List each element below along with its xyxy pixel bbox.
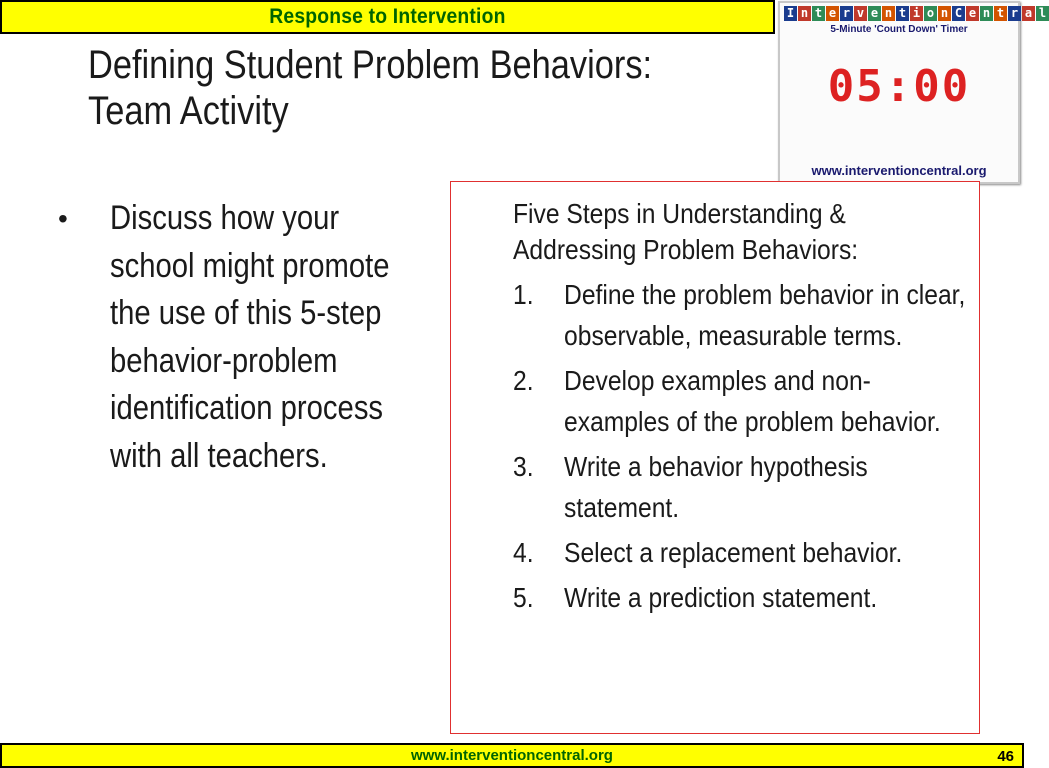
logo-letter: n: [938, 6, 951, 21]
footer-url-link[interactable]: www.interventioncentral.org: [411, 747, 613, 764]
logo-letter: t: [812, 6, 825, 21]
page-number: 46: [997, 748, 1014, 765]
steps-content: [513, 196, 971, 622]
title-line-2: Team Activity: [88, 89, 289, 133]
logo-letter: v: [854, 6, 867, 21]
step-text: Develop examples and non-examples of the problem behavior.: [564, 365, 941, 437]
banner-title: Response to Intervention: [269, 5, 506, 28]
title-line-1: Defining Student Problem Behaviors:: [88, 43, 653, 87]
step-number: 3.: [513, 451, 534, 482]
step-text: Write a behavior hypothesis statement.: [564, 451, 868, 523]
step-item: [513, 532, 971, 573]
logo-letter: l: [1036, 6, 1049, 21]
step-item: [513, 577, 971, 618]
steps-intro: Five Steps in Understanding & Addressing Problem Behaviors:: [513, 198, 859, 265]
logo-letter: e: [868, 6, 881, 21]
step-item: [513, 446, 971, 528]
logo-letter: e: [966, 6, 979, 21]
step-number: 1.: [513, 279, 534, 310]
timer-subtitle: 5-Minute 'Count Down' Timer: [830, 24, 968, 35]
bottom-banner: [0, 743, 1024, 768]
logo-letter: I: [784, 6, 797, 21]
top-banner: [0, 0, 775, 34]
step-number: 4.: [513, 537, 534, 568]
logo-letter: t: [994, 6, 1007, 21]
logo-letter: a: [1022, 6, 1035, 21]
step-number: 5.: [513, 582, 534, 613]
bullet-icon: •: [58, 203, 68, 234]
logo-letter: e: [826, 6, 839, 21]
step-text: Define the problem behavior in clear, observable, measurable terms.: [564, 279, 966, 351]
countdown-timer[interactable]: [778, 1, 1047, 184]
bullet-text: Discuss how your school might promote the use of this 5-step behavior-problem identification process with all teachers.: [110, 199, 390, 475]
slide-title: [88, 42, 690, 134]
logo-letter: n: [980, 6, 993, 21]
five-steps-box: [450, 181, 980, 734]
logo-letter: t: [896, 6, 909, 21]
step-item: [513, 274, 971, 356]
step-item: [513, 360, 971, 442]
logo-letter: n: [882, 6, 895, 21]
timer-url-link[interactable]: www.interventioncentral.org: [811, 163, 987, 178]
timer-display: 05:00: [827, 61, 971, 112]
step-text: Write a prediction statement.: [564, 582, 878, 613]
step-number: 2.: [513, 365, 534, 396]
logo-letter: C: [952, 6, 965, 21]
logo-letter: i: [910, 6, 923, 21]
logo-letter: o: [924, 6, 937, 21]
intervention-central-logo: [784, 6, 1049, 21]
logo-letter: r: [1008, 6, 1021, 21]
logo-letter: n: [798, 6, 811, 21]
step-text: Select a replacement behavior.: [564, 537, 903, 568]
logo-letter: r: [840, 6, 853, 21]
